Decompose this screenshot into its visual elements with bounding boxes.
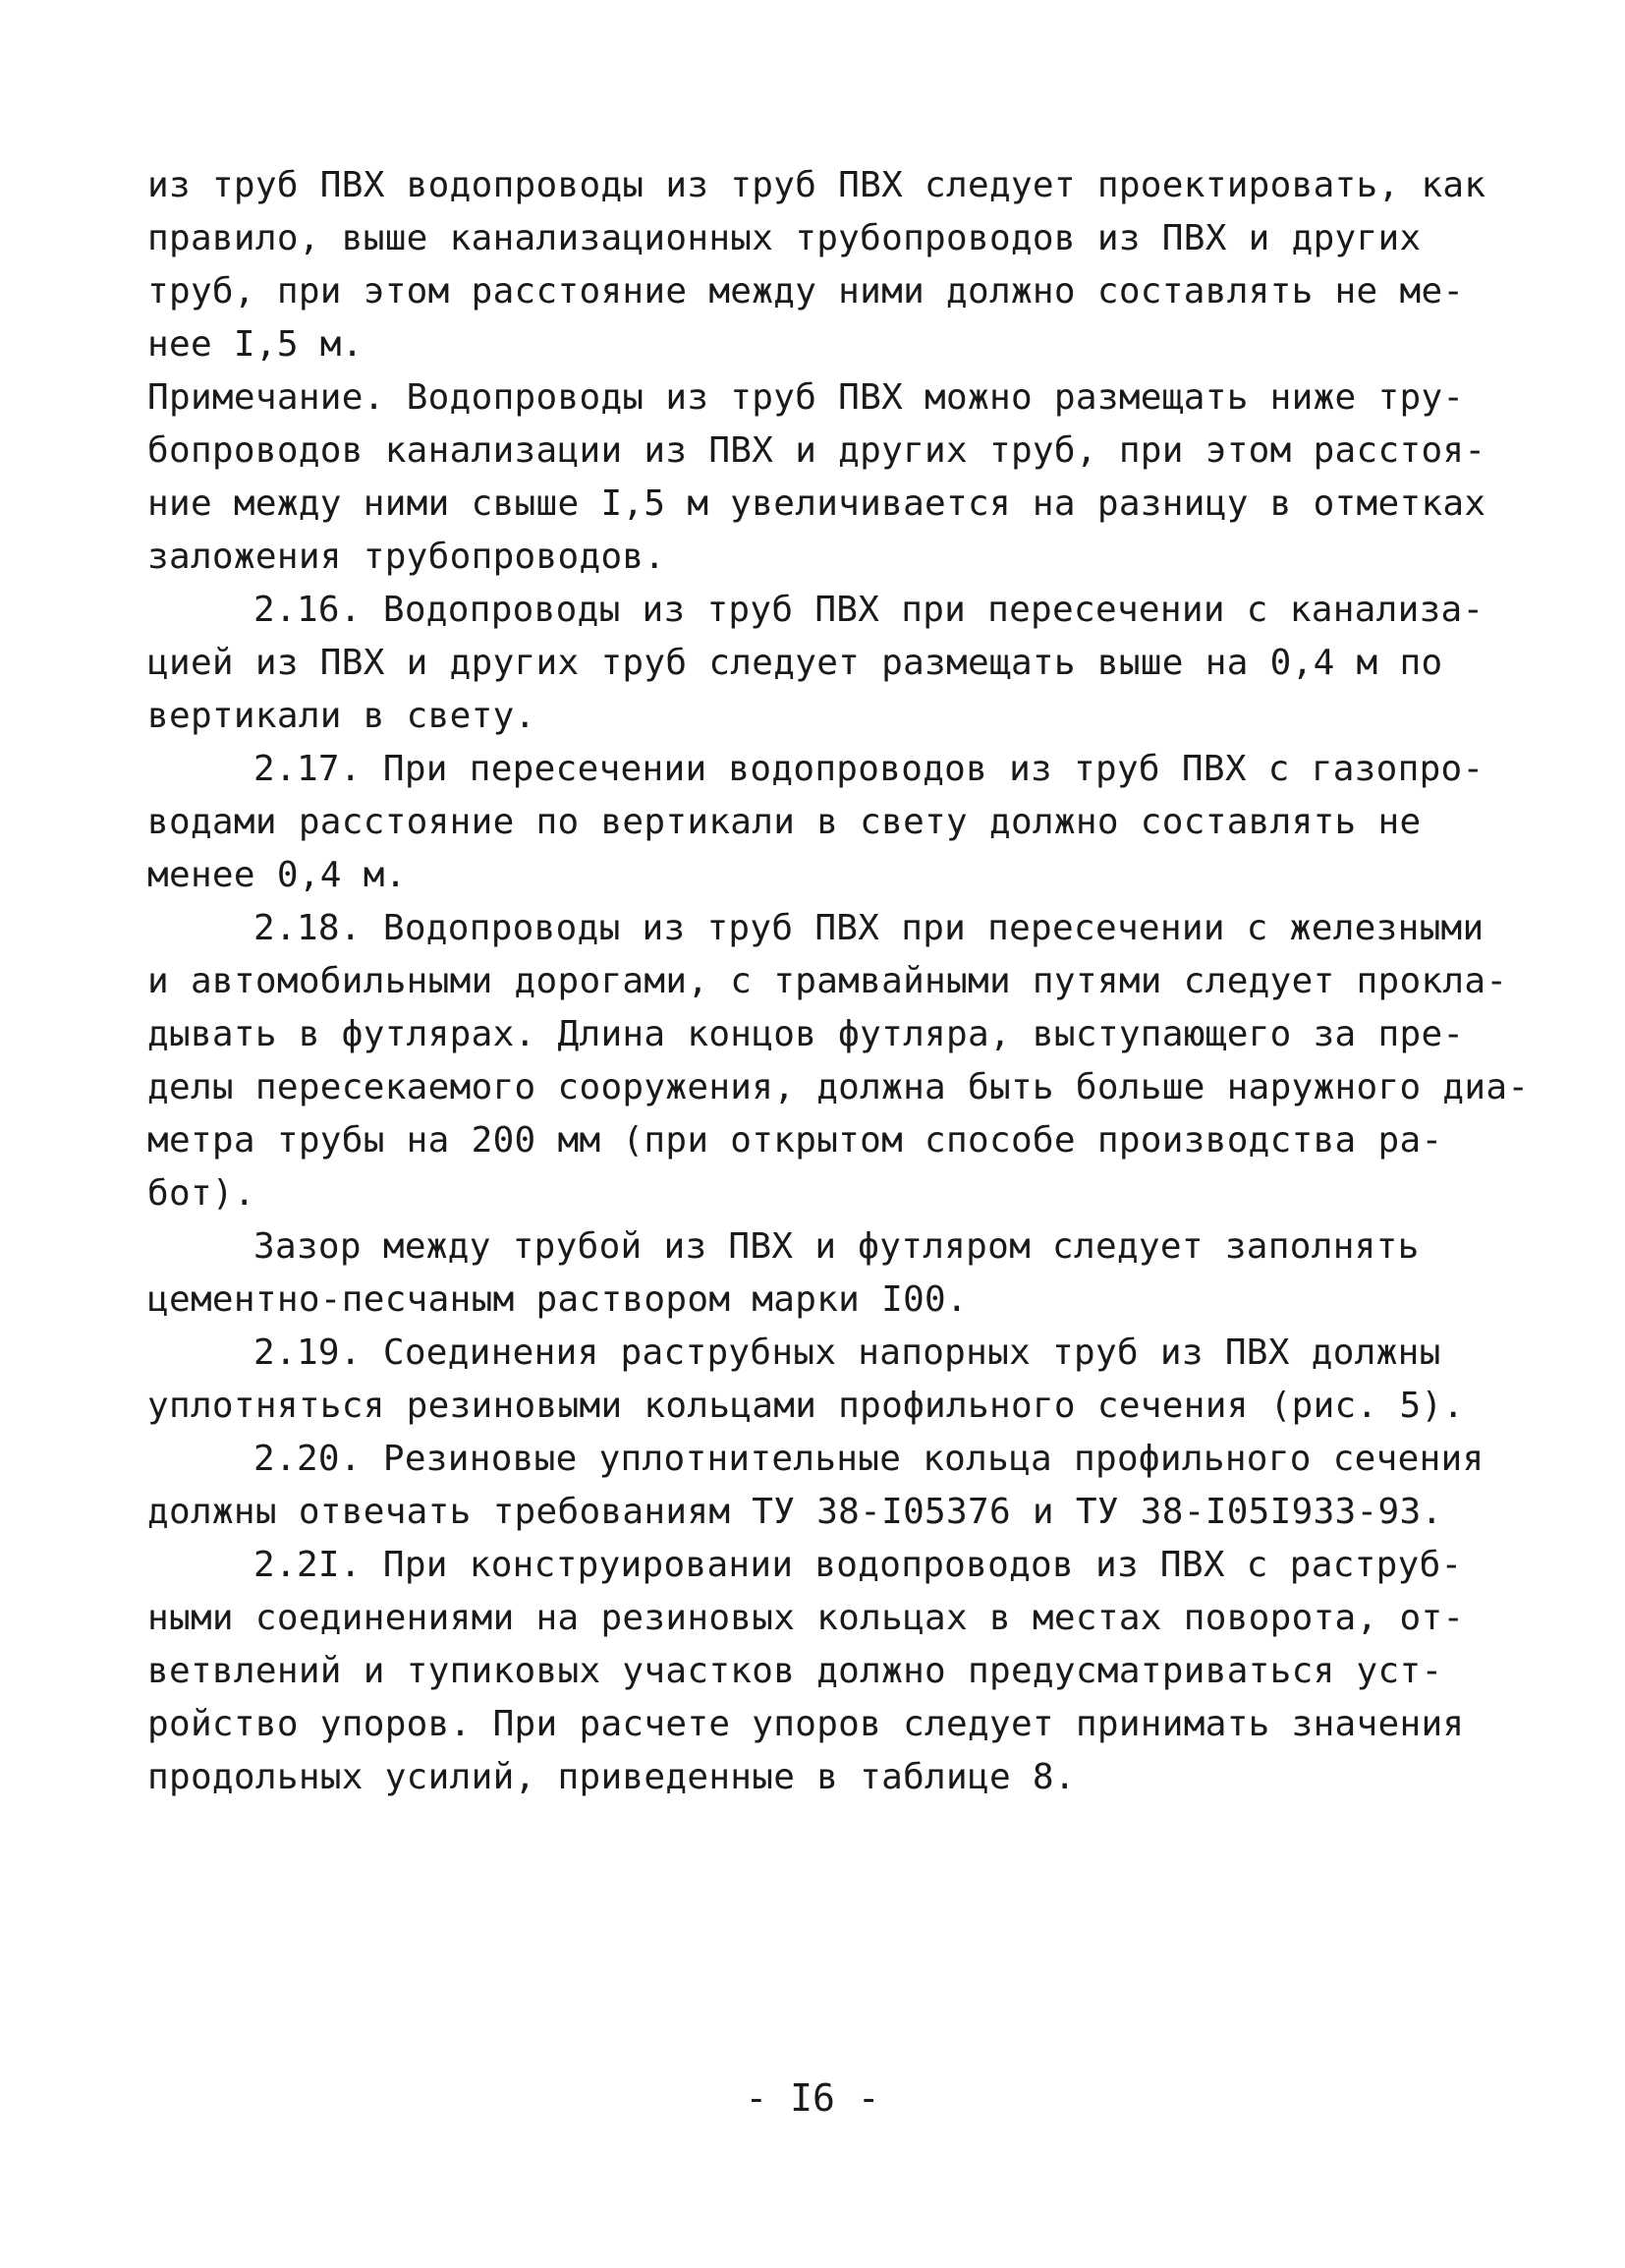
clause-2-19-line: 2.19. Соединения раструбных напорных труб из ПВХ должны	[253, 1332, 1441, 1373]
page-number: - I6 -	[745, 2076, 880, 2120]
body-text	[147, 159, 1530, 1804]
note-line: Примечание. Водопроводы из труб ПВХ можно размещать ниже тру-	[147, 377, 1465, 418]
clause-2-18-line: дывать в футлярах. Длина концов футляра, выступающего за пре-	[147, 1014, 1465, 1054]
clause-2-18-gap-line: цементно-песчаным раствором марки I00.	[147, 1279, 969, 1320]
note-line: заложения трубопроводов.	[147, 537, 666, 577]
clause-2-17-line: водами расстояние по вертикали в свету должно составлять не	[147, 802, 1422, 842]
clause-2-17-line: менее 0,4 м.	[147, 855, 407, 895]
text-line: правило, выше канализационных трубопроводов из ПВХ и других	[147, 218, 1422, 258]
clause-2-18-gap-line: Зазор между трубой из ПВХ и футляром следует заполнять	[253, 1226, 1420, 1267]
text-line: нее I,5 м.	[147, 324, 364, 365]
clause-2-16-line: вертикали в свету.	[147, 696, 536, 736]
text-line: из труб ПВХ водопроводы из труб ПВХ следует проектировать, как	[147, 165, 1486, 205]
note-line: бопроводов канализации из ПВХ и других труб, при этом расстоя-	[147, 430, 1486, 471]
clause-2-18-line: 2.18. Водопроводы из труб ПВХ при пересечении с железными	[253, 908, 1485, 948]
clause-2-20-line: 2.20. Резиновые уплотнительные кольца профильного сечения	[253, 1439, 1485, 1479]
clause-2-18-line: делы пересекаемого сооружения, должна быть больше наружного диа-	[147, 1067, 1530, 1107]
clause-2-17-line: 2.17. При пересечении водопроводов из труб ПВХ с газопро-	[253, 749, 1485, 789]
clause-2-16-line: 2.16. Водопроводы из труб ПВХ при пересечении с канализа-	[253, 590, 1485, 630]
clause-2-21-line: ветвлений и тупиковых участков должно предусматриваться уст-	[147, 1651, 1443, 1691]
note-line: ние между ними свыше I,5 м увеличивается на разницу в отметках	[147, 483, 1486, 524]
clause-2-16-line: цией из ПВХ и других труб следует размещать выше на 0,4 м по	[147, 643, 1443, 683]
clause-2-19-line: уплотняться резиновыми кольцами профильного сечения (рис. 5).	[147, 1386, 1465, 1426]
clause-2-18-line: и автомобильными дорогами, с трамвайными путями следует прокла-	[147, 961, 1508, 1001]
text-line: труб, при этом расстояние между ними должно составлять не ме-	[147, 271, 1465, 312]
clause-2-21-line: 2.2I. При конструировании водопроводов из ПВХ с раструб-	[253, 1545, 1463, 1585]
clause-2-20-line: должны отвечать требованиям ТУ 38-I05376 и ТУ 38-I05I933-93.	[147, 1492, 1443, 1532]
clause-2-21-line: ными соединениями на резиновых кольцах в местах поворота, от-	[147, 1598, 1465, 1638]
clause-2-18-line: бот).	[147, 1173, 255, 1214]
clause-2-21-line: ройство упоров. При расчете упоров следует принимать значения	[147, 1704, 1465, 1744]
clause-2-21-line: продольных усилий, приведенные в таблице 8.	[147, 1757, 1076, 1797]
clause-2-18-line: метра трубы на 200 мм (при открытом способе производства ра-	[147, 1120, 1443, 1161]
